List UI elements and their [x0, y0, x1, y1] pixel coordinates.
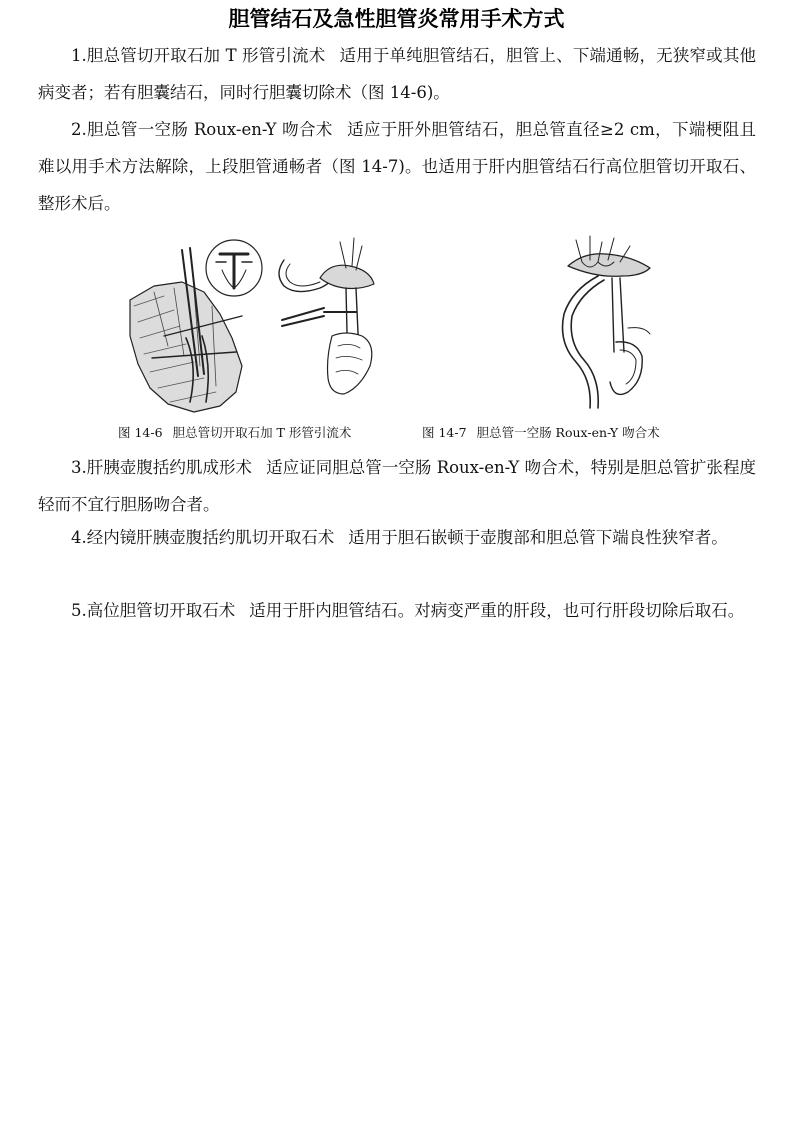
paragraph-3	[38, 449, 756, 523]
paragraph-2-heading: 2.胆总管一空肠 Roux-en-Y 吻合术	[71, 120, 333, 139]
paragraph-5	[38, 592, 756, 629]
figure-14-7-caption-text: 胆总管一空肠 Roux-en-Y 吻合术	[476, 425, 660, 440]
figure-14-7-illustration	[532, 232, 656, 416]
paragraph-3-heading: 3.肝胰壶腹括约肌成形术	[71, 458, 253, 477]
paragraph-2-body: 适应于肝外胆管结石，胆总管直径≥2 cm，下端梗阻且难以用手术方法解除，上段胆管通畅者（图 14-7)。也适用于肝内胆管结石行高位胆管切开取石、整形术后。	[38, 120, 756, 213]
figure-14-6-number: 图 14-6	[118, 425, 163, 440]
paragraph-1	[38, 37, 756, 111]
figure-14-6-caption-text: 胆总管切开取石加 T 形管引流术	[172, 425, 352, 440]
paragraph-5-body: 适用于肝内胆管结石。对病变严重的肝段，也可行肝段切除后取石。	[249, 601, 745, 620]
paragraph-4	[38, 519, 756, 556]
paragraph-4-heading: 4.经内镜肝胰壶腹括约肌切开取石术	[71, 528, 335, 547]
figure-14-7-caption	[422, 424, 660, 442]
paragraph-3-body: 适应证同胆总管一空肠 Roux-en-Y 吻合术，特别是胆总管扩张程度轻而不宜行胆肠吻合者。	[38, 458, 756, 514]
paragraph-4-body: 适用于胆石嵌顿于壶腹部和胆总管下端良性狭窄者。	[348, 528, 728, 547]
paragraph-1-body: 适用于单纯胆管结石，胆管上、下端通畅，无狭窄或其他病变者；若有胆囊结石，同时行胆囊切除术（图 14-6)。	[38, 46, 756, 102]
paragraph-2	[38, 111, 756, 222]
figure-14-6-caption	[118, 424, 351, 442]
page-title: 胆管结石及急性胆管炎常用手术方式	[228, 7, 565, 31]
figure-14-6-illustration	[124, 226, 376, 416]
paragraph-5-heading: 5.高位胆管切开取石术	[71, 601, 236, 620]
paragraph-1-heading: 1.胆总管切开取石加 T 形管引流术	[71, 46, 326, 65]
figure-14-7-number: 图 14-7	[422, 425, 467, 440]
